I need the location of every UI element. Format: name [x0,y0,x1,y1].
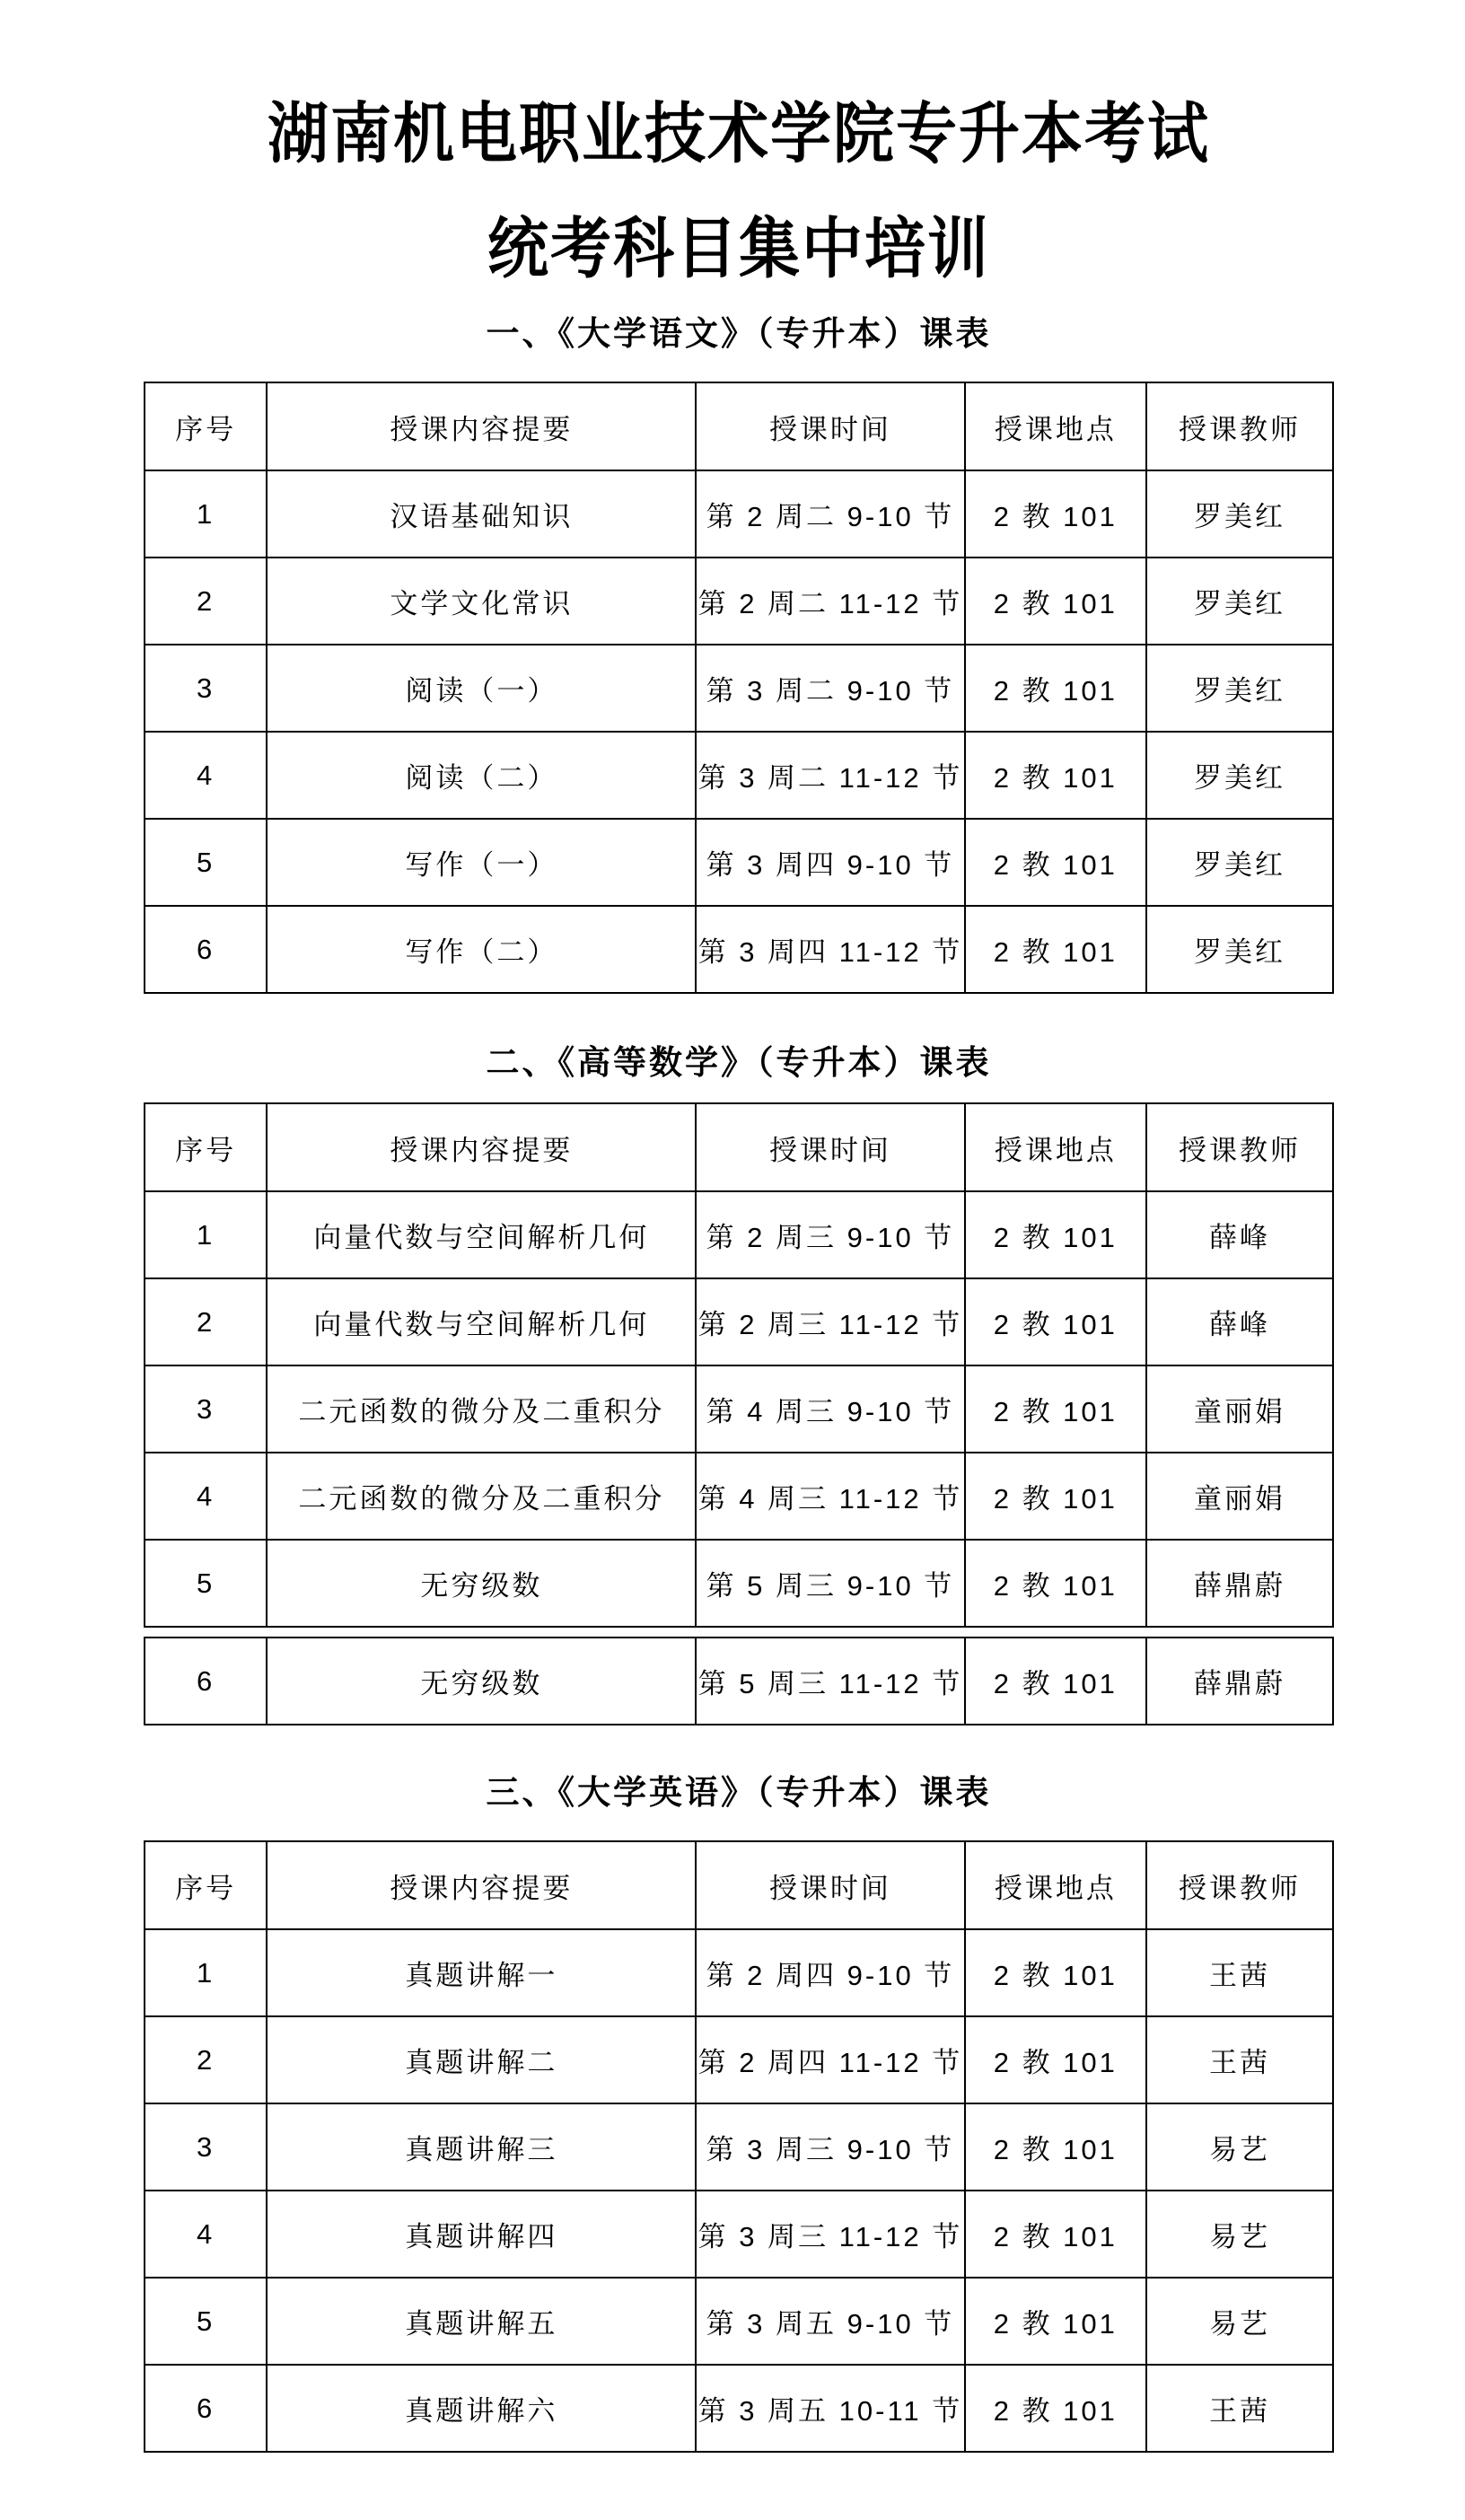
cell-content: 真题讲解二 [267,2016,696,2103]
cell-teacher: 王茜 [1146,2365,1333,2452]
col-header-location: 授课地点 [965,1841,1147,1929]
heading-english-course: 三、《大学英语》（专升本）课表 [486,1775,992,1812]
table-row [145,2191,1333,2278]
cell-time: 第 5 周三 11-12 节 [696,1638,964,1725]
cell-time: 第 2 周四 9-10 节 [696,1929,964,2016]
cell-seq: 3 [145,645,267,732]
cell-time: 第 3 周三 11-12 节 [696,2191,964,2278]
cell-time: 第 3 周三 9-10 节 [696,2103,964,2191]
cell-time: 第 3 周四 11-12 节 [696,906,964,993]
cell-teacher: 王茜 [1146,2016,1333,2103]
table-row [145,2016,1333,2103]
cell-content: 写作（一） [267,819,696,906]
cell-time: 第 3 周五 10-11 节 [696,2365,964,2452]
col-header-location: 授课地点 [965,382,1147,470]
page-title-line1: 湖南机电职业技术学院专升本考试 [267,96,1210,171]
col-header-time: 授课时间 [696,1841,964,1929]
cell-content: 真题讲解六 [267,2365,696,2452]
table-row [145,1929,1333,2016]
cell-location: 2 教 101 [965,2365,1147,2452]
cell-seq: 2 [145,558,267,645]
table-row [145,2103,1333,2191]
col-header-time: 授课时间 [696,1103,964,1191]
cell-teacher: 童丽娟 [1146,1453,1333,1540]
cell-seq: 2 [145,2016,267,2103]
chinese-course-table [144,382,1334,994]
table-row [145,2365,1333,2452]
table-row [145,2278,1333,2365]
cell-location: 2 教 101 [965,1929,1147,2016]
cell-time: 第 3 周二 9-10 节 [696,645,964,732]
table-header-row [145,382,1333,470]
cell-time: 第 3 周四 9-10 节 [696,819,964,906]
col-header-location: 授课地点 [965,1103,1147,1191]
table-row [145,1191,1333,1278]
table-row [145,906,1333,993]
cell-teacher: 薛峰 [1146,1191,1333,1278]
cell-content: 向量代数与空间解析几何 [267,1278,696,1365]
col-header-content: 授课内容提要 [267,382,696,470]
cell-teacher: 罗美红 [1146,558,1333,645]
cell-seq: 4 [145,2191,267,2278]
cell-teacher: 罗美红 [1146,732,1333,819]
table-row [145,1278,1333,1365]
col-header-seq: 序号 [145,1103,267,1191]
cell-seq: 1 [145,470,267,558]
cell-content: 真题讲解三 [267,2103,696,2191]
cell-location: 2 教 101 [965,2191,1147,2278]
table-row [145,1365,1333,1453]
table-row [145,470,1333,558]
page-title-line2: 统考科目集中培训 [487,211,990,286]
cell-location: 2 教 101 [965,470,1147,558]
cell-seq: 2 [145,1278,267,1365]
cell-seq: 6 [145,906,267,993]
cell-seq: 3 [145,2103,267,2191]
cell-time: 第 3 周二 11-12 节 [696,732,964,819]
cell-time: 第 2 周二 11-12 节 [696,558,964,645]
cell-content: 二元函数的微分及二重积分 [267,1453,696,1540]
col-header-teacher: 授课教师 [1146,382,1333,470]
cell-time: 第 2 周三 9-10 节 [696,1191,964,1278]
cell-location: 2 教 101 [965,1365,1147,1453]
cell-content: 阅读（二） [267,732,696,819]
cell-seq: 1 [145,1929,267,2016]
cell-time: 第 3 周五 9-10 节 [696,2278,964,2365]
cell-time: 第 2 周二 9-10 节 [696,470,964,558]
cell-content: 无穷级数 [267,1540,696,1627]
cell-seq: 5 [145,1540,267,1627]
cell-location: 2 教 101 [965,1453,1147,1540]
cell-location: 2 教 101 [965,645,1147,732]
cell-teacher: 易艺 [1146,2191,1333,2278]
table-row [145,558,1333,645]
cell-seq: 6 [145,2365,267,2452]
cell-teacher: 王茜 [1146,1929,1333,2016]
cell-teacher: 罗美红 [1146,906,1333,993]
heading-chinese-course: 一、《大学语文》（专升本）课表 [486,316,992,353]
cell-time: 第 5 周三 9-10 节 [696,1540,964,1627]
math-course-table [144,1102,1334,1628]
cell-location: 2 教 101 [965,1278,1147,1365]
cell-location: 2 教 101 [965,906,1147,993]
table-row [145,645,1333,732]
cell-content: 真题讲解一 [267,1929,696,2016]
cell-teacher: 薛鼎蔚 [1146,1638,1333,1725]
cell-teacher: 薛峰 [1146,1278,1333,1365]
col-header-seq: 序号 [145,1841,267,1929]
cell-seq: 4 [145,732,267,819]
col-header-content: 授课内容提要 [267,1841,696,1929]
cell-seq: 3 [145,1365,267,1453]
table-row [145,732,1333,819]
cell-seq: 4 [145,1453,267,1540]
cell-teacher: 罗美红 [1146,819,1333,906]
col-header-teacher: 授课教师 [1146,1841,1333,1929]
cell-location: 2 教 101 [965,2103,1147,2191]
cell-content: 真题讲解五 [267,2278,696,2365]
cell-seq: 5 [145,819,267,906]
table-row [145,1638,1333,1725]
col-header-content: 授课内容提要 [267,1103,696,1191]
heading-math-course: 二、《高等数学》（专升本）课表 [486,1045,992,1082]
cell-seq: 5 [145,2278,267,2365]
table-row [145,819,1333,906]
cell-location: 2 教 101 [965,1540,1147,1627]
cell-teacher: 罗美红 [1146,470,1333,558]
cell-teacher: 易艺 [1146,2103,1333,2191]
cell-seq: 1 [145,1191,267,1278]
cell-location: 2 教 101 [965,1191,1147,1278]
table-row [145,1453,1333,1540]
cell-location: 2 教 101 [965,2278,1147,2365]
cell-teacher: 童丽娟 [1146,1365,1333,1453]
cell-content: 文学文化常识 [267,558,696,645]
cell-location: 2 教 101 [965,819,1147,906]
cell-content: 无穷级数 [267,1638,696,1725]
math-course-table-continued [144,1637,1334,1725]
cell-time: 第 2 周三 11-12 节 [696,1278,964,1365]
table-row [145,1540,1333,1627]
cell-content: 向量代数与空间解析几何 [267,1191,696,1278]
cell-teacher: 薛鼎蔚 [1146,1540,1333,1627]
table-header-row [145,1841,1333,1929]
cell-content: 阅读（一） [267,645,696,732]
cell-content: 真题讲解四 [267,2191,696,2278]
col-header-time: 授课时间 [696,382,964,470]
cell-time: 第 2 周四 11-12 节 [696,2016,964,2103]
cell-content: 二元函数的微分及二重积分 [267,1365,696,1453]
english-course-table [144,1840,1334,2453]
cell-teacher: 罗美红 [1146,645,1333,732]
cell-location: 2 教 101 [965,1638,1147,1725]
cell-location: 2 教 101 [965,558,1147,645]
cell-time: 第 4 周三 9-10 节 [696,1365,964,1453]
cell-teacher: 易艺 [1146,2278,1333,2365]
cell-time: 第 4 周三 11-12 节 [696,1453,964,1540]
table-header-row [145,1103,1333,1191]
cell-location: 2 教 101 [965,732,1147,819]
cell-location: 2 教 101 [965,2016,1147,2103]
cell-content: 汉语基础知识 [267,470,696,558]
col-header-teacher: 授课教师 [1146,1103,1333,1191]
col-header-seq: 序号 [145,382,267,470]
cell-content: 写作（二） [267,906,696,993]
cell-seq: 6 [145,1638,267,1725]
